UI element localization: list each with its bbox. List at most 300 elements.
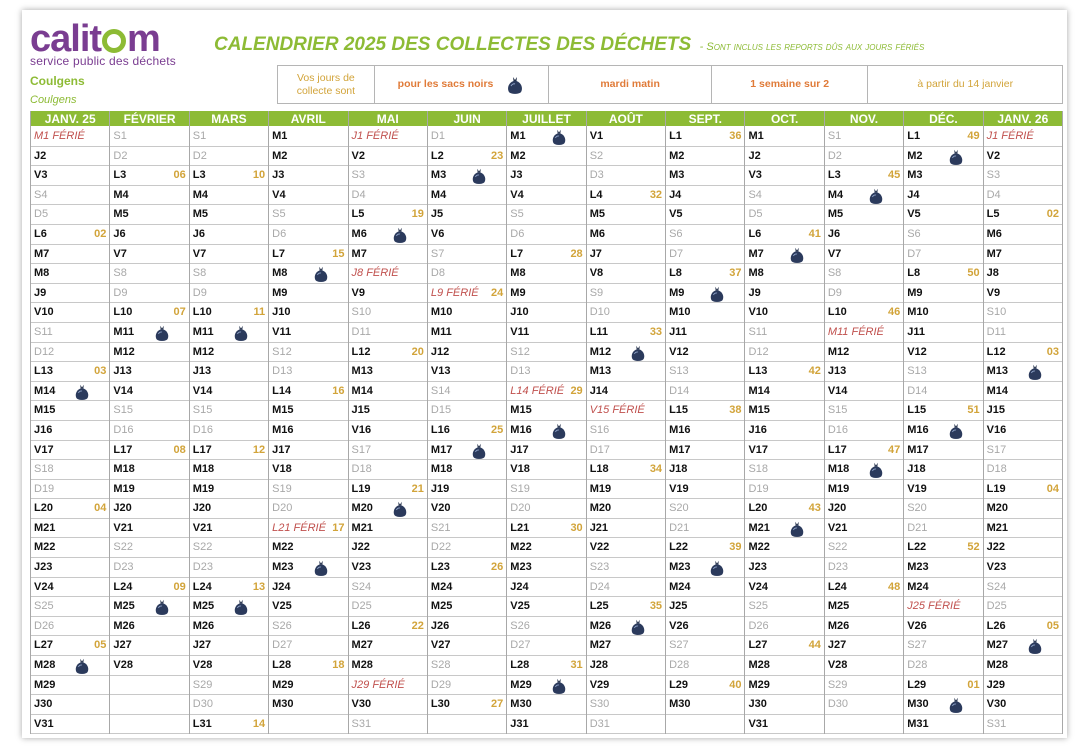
week-number: 39 [729,541,742,554]
day-label: L6 [748,227,762,240]
day-cell [190,656,268,676]
day-label: J30 [34,698,53,711]
day-label: V21 [192,521,213,534]
month-column [269,111,348,734]
day-label: L10 [192,306,212,319]
day-cell [984,558,1062,578]
day-cell [110,323,188,343]
day-cell [904,284,982,304]
week-number: 05 [1046,619,1059,632]
day-cell [31,303,109,323]
day-label: M7 [34,247,50,260]
day-cell [984,480,1062,500]
day-cell [745,597,823,617]
day-label: D6 [510,227,525,240]
day-cell [190,382,268,402]
day-label: S14 [430,384,451,397]
day-cell [904,401,982,421]
day-label: V2 [351,149,365,162]
day-label: J3 [272,169,285,182]
day-label: M12 [827,345,850,358]
day-label: J28 [589,659,609,672]
day-cell [666,460,744,480]
day-label: M26 [589,619,612,632]
week-number: 40 [729,678,742,691]
day-cell [507,617,585,637]
day-label: L25 [589,600,609,613]
day-cell [825,578,903,598]
day-cell [825,323,903,343]
day-label: M18 [192,463,215,476]
trash-bag-icon [550,677,568,695]
day-label: J30 [748,698,767,711]
day-cell [31,147,109,167]
day-label: M6 [986,227,1002,240]
day-label: S10 [351,306,372,319]
day-cell [904,205,982,225]
day-cell [666,441,744,461]
logo-ring-icon [102,29,126,53]
day-label: M14 [351,384,373,397]
day-label: S4 [748,188,762,201]
day-label: D24 [589,580,610,593]
day-label: M5 [589,208,605,221]
day-label: S13 [907,365,927,378]
day-label: L23 [430,561,450,574]
day-label: L24 [192,580,212,593]
day-label: V3 [34,169,48,182]
day-cell [349,147,427,167]
day-label: J1 FÉRIÉ [351,130,399,142]
day-label: S1 [192,130,207,142]
day-label: M7 [986,247,1002,260]
day-label: L15 [907,404,927,417]
day-cell [984,460,1062,480]
day-cell [745,284,823,304]
day-cell [904,519,982,539]
day-cell [349,323,427,343]
day-label: V12 [907,345,927,358]
day-cell [507,362,585,382]
week-number: 47 [887,443,901,456]
day-label: V25 [510,600,530,613]
day-label: J31 [510,717,529,730]
day-label: M14 [34,384,56,397]
month-column [31,111,110,734]
day-cell [666,382,744,402]
day-label: S6 [669,227,683,240]
day-label: L13 [748,365,768,378]
month-header: AOÛT [587,111,665,127]
day-cell [745,382,823,402]
day-label: V19 [669,482,689,495]
week-number: 28 [570,247,583,260]
week-number: 48 [887,580,901,593]
day-cell [190,538,268,558]
day-label: L20 [748,502,768,515]
day-cell [190,186,268,206]
day-cell [349,401,427,421]
day-cell [507,401,585,421]
day-cell [428,578,506,598]
month-column [110,111,189,734]
day-label: M13 [986,365,1009,378]
day-cell [904,225,982,245]
day-cell [587,538,665,558]
day-label: D2 [827,149,842,162]
day-label: S12 [510,345,530,358]
day-label: M30 [272,698,294,711]
week-number: 26 [491,561,504,574]
day-cell [745,343,823,363]
day-cell [31,538,109,558]
day-label: M12 [113,345,135,358]
day-cell [587,284,665,304]
week-number: 17 [332,521,345,534]
day-label: V30 [986,698,1007,711]
day-cell [745,519,823,539]
day-cell [587,441,665,461]
day-cell [349,186,427,206]
day-cell [666,480,744,500]
day-cell [587,578,665,598]
day-label: D23 [827,561,849,574]
day-label: M4 [827,188,844,201]
day-cell [190,166,268,186]
day-label: S28 [430,659,451,672]
day-cell [428,205,506,225]
week-number: 02 [94,227,107,240]
day-cell [587,715,665,735]
day-cell [904,695,982,715]
day-cell [825,245,903,265]
day-cell [666,597,744,617]
day-label: S23 [589,561,610,574]
day-label: D18 [351,463,372,476]
day-label: L29 [669,678,689,691]
day-cell [745,695,823,715]
day-cell [587,617,665,637]
day-label: M14 [748,384,770,397]
week-number: 27 [491,698,504,711]
day-cell [428,558,506,578]
day-cell [507,499,585,519]
empty-day-cell [428,715,506,735]
day-label: S24 [986,580,1007,593]
day-cell [745,245,823,265]
day-cell [984,499,1062,519]
day-label: S26 [272,619,292,632]
day-cell [587,636,665,656]
day-cell [904,343,982,363]
day-label: V11 [272,325,292,338]
week-number: 41 [808,227,821,240]
day-cell [110,147,188,167]
day-label: M29 [748,678,770,691]
day-cell [269,676,347,696]
day-cell [666,578,744,598]
day-cell [745,186,823,206]
day-label: L1 [907,130,921,142]
week-number: 02 [1046,208,1059,221]
day-label: M18 [827,463,850,476]
day-cell [904,303,982,323]
day-label: V5 [669,208,683,221]
day-cell [349,127,427,147]
day-cell [190,284,268,304]
day-label: J23 [748,561,767,574]
day-cell [984,284,1062,304]
day-cell [587,597,665,617]
day-cell [984,382,1062,402]
day-label: L17 [113,443,133,456]
day-cell [110,166,188,186]
day-cell [31,695,109,715]
trash-bag-icon [153,598,171,616]
logo-part-2: m [127,18,160,60]
day-cell [269,695,347,715]
day-label: M25 [192,600,215,613]
day-label: L20 [34,502,53,515]
day-cell [666,421,744,441]
day-cell [349,382,427,402]
day-label: M22 [272,541,294,554]
day-label: L1 [669,130,682,142]
day-label: L14 [272,384,292,397]
empty-day-cell [666,715,744,735]
day-cell [825,205,903,225]
day-label: V29 [589,678,610,691]
day-label: L12 [986,345,1006,358]
day-cell [349,676,427,696]
day-cell [666,147,744,167]
day-cell [428,460,506,480]
day-label: J21 [589,521,609,534]
day-cell [825,147,903,167]
day-label: V4 [272,188,286,201]
week-number: 38 [729,404,742,417]
day-label: D30 [192,698,213,711]
day-label: D20 [510,502,531,515]
page-title [214,34,924,56]
day-label: S22 [827,541,848,554]
month-column [349,111,428,734]
day-label: L15 [669,404,689,417]
day-cell [31,264,109,284]
day-label: M1 [272,130,288,142]
week-number: 44 [808,639,821,652]
day-label: S18 [748,463,769,476]
day-label: M22 [748,541,770,554]
month-column [825,111,904,734]
day-cell [428,597,506,617]
day-cell [190,558,268,578]
day-label: V28 [827,659,848,672]
day-label: M8 [510,267,526,280]
day-cell [507,225,585,245]
day-cell [745,147,823,167]
day-cell [904,147,982,167]
day-label: M29 [34,678,56,691]
day-cell [110,343,188,363]
day-cell [745,421,823,441]
day-label: M16 [907,423,929,436]
day-cell [349,441,427,461]
day-cell [349,636,427,656]
day-label: V14 [827,384,848,397]
day-label: S18 [34,463,54,476]
day-cell [587,362,665,382]
day-label: S22 [192,541,213,554]
day-label: J29 FÉRIÉ [351,678,405,691]
trash-bag-icon [312,265,330,283]
day-label: M9 [669,286,685,299]
day-label: V1 [589,130,604,142]
day-label: M25 [430,600,453,613]
day-cell [587,695,665,715]
day-label: M19 [827,482,850,495]
day-cell [269,284,347,304]
day-label: V27 [430,639,451,652]
day-cell [428,284,506,304]
day-label: V8 [589,267,604,280]
trash-bag-icon [73,657,91,675]
day-label: J20 [113,502,132,515]
day-cell [666,519,744,539]
day-cell [507,303,585,323]
day-label: J12 [430,345,450,358]
day-cell [825,538,903,558]
day-cell [110,421,188,441]
day-label: S3 [986,169,1001,182]
day-label: S5 [510,208,524,221]
day-cell [507,127,585,147]
day-cell [507,441,585,461]
day-cell [507,323,585,343]
day-cell [666,636,744,656]
month-column [190,111,269,734]
day-label: M4 [113,188,129,201]
day-cell [269,127,347,147]
day-label: V2 [986,149,1001,162]
month-header: AVRIL [269,111,347,127]
day-label: M5 [113,208,129,221]
month-header: SEPT. [666,111,744,127]
day-cell [31,636,109,656]
trash-bag-icon [312,559,330,577]
commune-subname: Coulgens [30,94,77,106]
day-label: M24 [907,580,929,593]
day-label: J3 [510,169,523,182]
day-label: V25 [272,600,292,613]
day-label: M8 [34,267,50,280]
day-cell [904,656,982,676]
trash-bag-icon [867,461,885,479]
day-label: M16 [272,423,294,436]
day-label: S8 [113,267,127,280]
day-label: M5 [827,208,844,221]
day-cell [428,264,506,284]
day-cell [269,460,347,480]
week-number: 23 [491,149,504,162]
day-cell [904,617,982,637]
day-label: D26 [34,619,55,632]
day-label: L7 [272,247,285,260]
day-cell [269,166,347,186]
day-cell [904,186,982,206]
day-cell [984,676,1062,696]
day-cell [349,617,427,637]
day-cell [587,225,665,245]
day-label: J1 FÉRIÉ [986,130,1034,142]
day-label: D9 [192,286,207,299]
day-label: S7 [430,247,445,260]
day-label: M6 [589,227,605,240]
day-label: V21 [827,521,848,534]
day-cell [984,362,1062,382]
day-label: S15 [192,404,213,417]
day-label: V19 [907,482,927,495]
day-cell [666,343,744,363]
day-cell [984,147,1062,167]
trash-bag-icon [505,75,525,95]
day-cell [269,656,347,676]
day-label: D3 [589,169,604,182]
day-label: S19 [272,482,292,495]
day-cell [428,303,506,323]
day-cell [984,343,1062,363]
week-number: 10 [252,169,266,182]
calendar-grid [30,111,1063,734]
day-cell [825,695,903,715]
week-number: 29 [570,384,583,397]
day-cell [31,578,109,598]
day-cell [745,656,823,676]
week-number: 20 [411,345,424,358]
day-cell [984,264,1062,284]
day-cell [745,460,823,480]
day-label: M29 [510,678,532,691]
day-cell [904,362,982,382]
day-cell [269,264,347,284]
day-label: L26 [986,619,1006,632]
day-cell [825,382,903,402]
day-label: V11 [510,325,530,338]
day-cell [904,460,982,480]
day-cell [349,166,427,186]
day-label: V22 [589,541,610,554]
day-cell [428,166,506,186]
day-label: V31 [748,717,769,730]
day-label: M21 [986,521,1009,534]
week-number: 03 [94,365,107,378]
day-label: V5 [907,208,921,221]
day-label: L4 [589,188,603,201]
day-cell [904,636,982,656]
day-label: V30 [351,698,372,711]
day-label: M19 [589,482,612,495]
day-cell [666,617,744,637]
day-cell [428,480,506,500]
day-cell [31,225,109,245]
day-label: M11 FÉRIÉ [827,325,884,338]
day-label: M5 [192,208,209,221]
day-label: L19 [986,482,1006,495]
day-label: S12 [272,345,292,358]
day-label: L21 [510,521,530,534]
day-cell [110,362,188,382]
day-cell [190,205,268,225]
